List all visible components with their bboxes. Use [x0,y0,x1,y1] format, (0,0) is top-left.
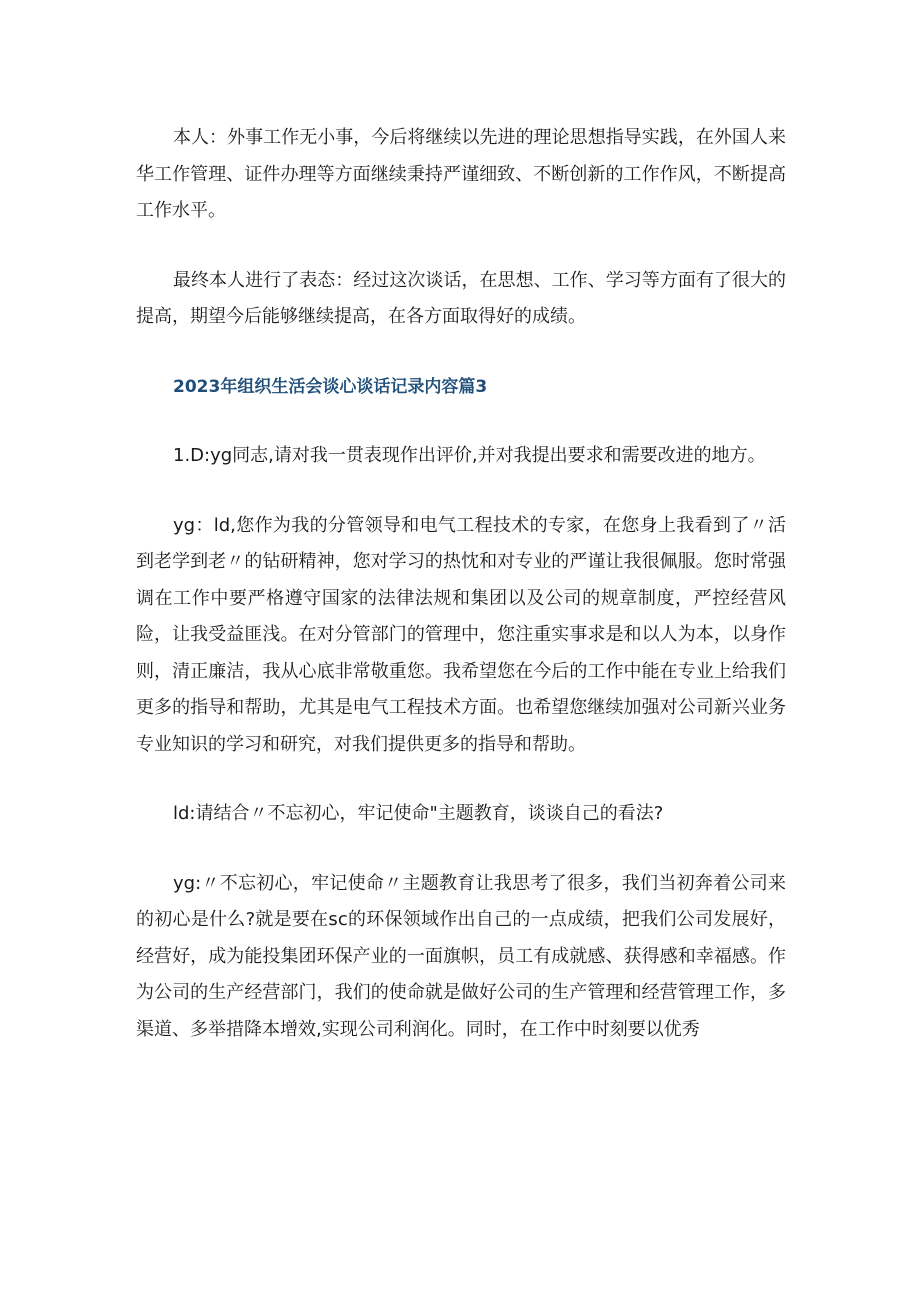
paragraph-self-statement: 本人：外事工作无小事，今后将继续以先进的理论思想指导实践，在外国人来华工作管理、证件办理等方面继续秉持严谨细致、不断创新的工作作风，不断提高工作水平。 [136,127,786,221]
paragraph-question-2: ld:请结合〃不忘初心，牢记使命"主题教育，谈谈自己的看法? [173,803,664,824]
paragraph-question-1: 1.D:yg同志,请对我一贯表现作出评价,并对我提出要求和需要改进的地方。 [173,445,766,466]
document-body [136,120,786,1081]
paragraph-answer-2: yg:〃不忘初心，牢记使命〃主题教育让我思考了很多，我们当初奔着公司来的初心是什么?就是要在sc的环保领域作出自己的一点成绩，把我们公司发展好，经营好，成为能投集团环保产业的一面旗帜，员工有成就感、获得感和幸福感。作为公司的生产经营部门，我们的使命就是做好公司的生产管理和经营管理工作，多渠道、多举措降本增效,实现公司利润化。同时，在工作中时刻要以优秀 [136,872,786,1040]
paragraph-final-statement: 最终本人进行了表态：经过这次谈话，在思想、工作、学习等方面有了很大的提高，期望今后能够继续提高，在各方面取得好的成绩。 [136,269,786,327]
paragraph-answer-1: yg：ld,您作为我的分管领导和电气工程技术的专家，在您身上我看到了〃活到老学到老〃的钻研精神，您对学习的热忱和对专业的严谨让我很佩服。您时常强调在工作中要严格遵守国家的法律法规和集团以及公司的规章制度，严控经营风险，让我受益匪浅。在对分管部门的管理中，您注重实事求是和以人为本，以身作则，清正廉洁，我从心底非常敬重您。我希望您在今后的工作中能在专业上给我们更多的指导和帮助，尤其是电气工程技术方面。也希望您继续加强对公司新兴业务专业知识的学习和研究，对我们提供更多的指导和帮助。 [136,514,786,755]
section-heading: 2023年组织生活会谈心谈话记录内容篇3 [173,376,488,397]
